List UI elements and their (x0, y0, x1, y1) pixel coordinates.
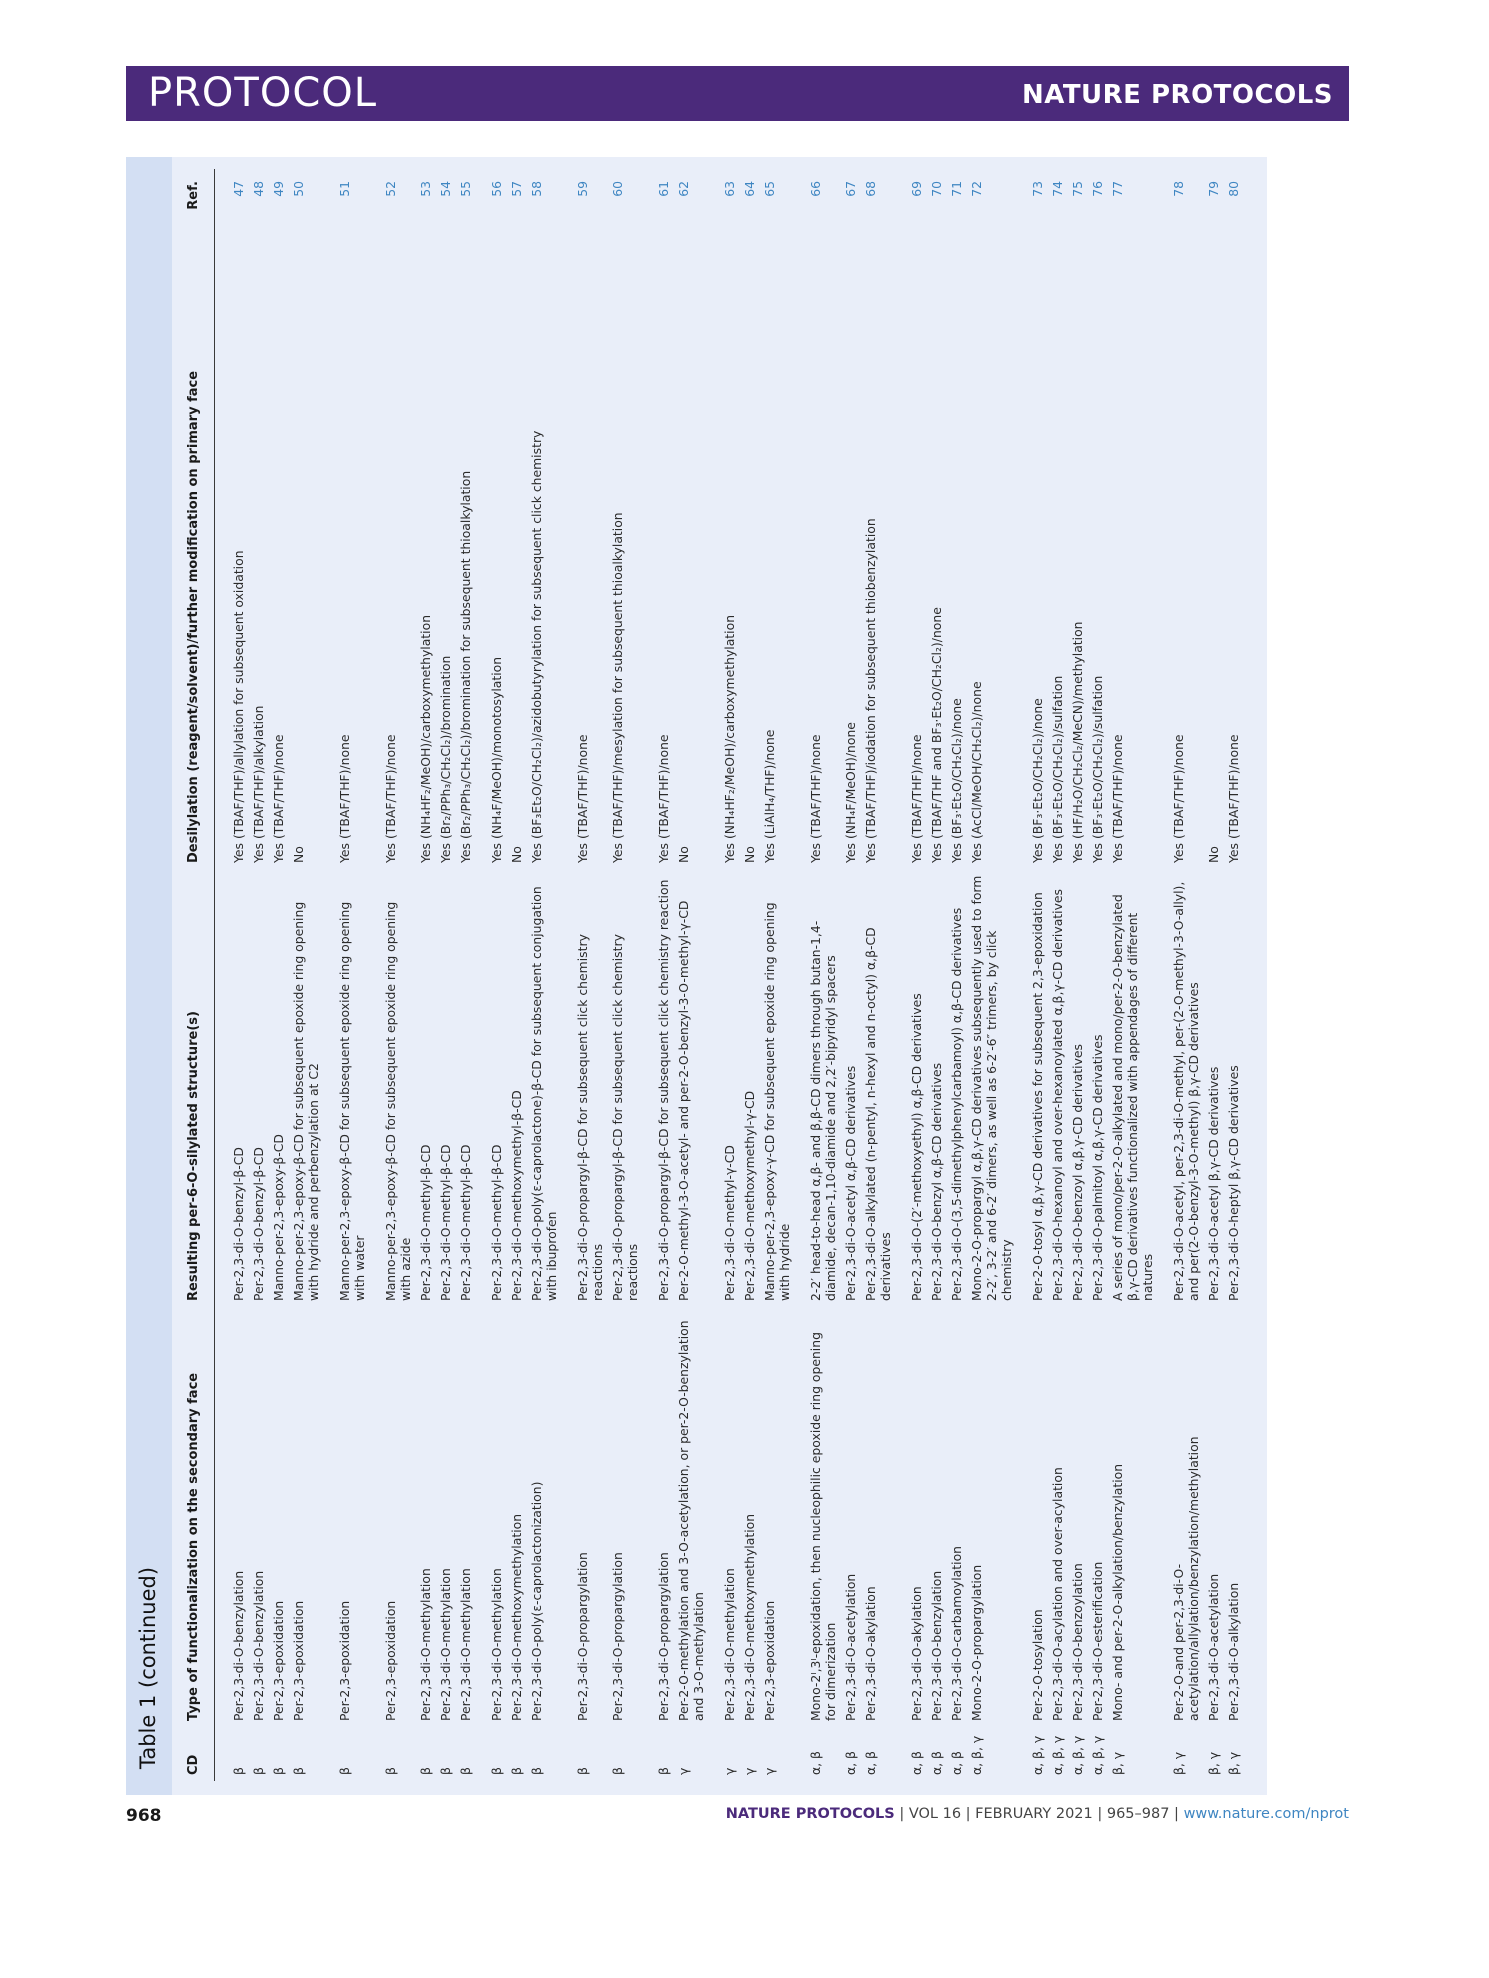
cell-cd: β (575, 1767, 590, 1775)
table-row (416, 169, 436, 1781)
col-header-functionalization: Type of functionalization on the secondary face (176, 1307, 215, 1727)
cell-desilylation: Yes (BF₃·Et₂O/CH₂Cl₂)/none (949, 698, 964, 863)
table-row (709, 169, 740, 1781)
cell-cd: β, γ (1110, 1751, 1125, 1775)
table-row (643, 169, 674, 1781)
cell-desilylation: Yes (TBAF/THF)/mesylation for subsequent thioalkylation (610, 512, 625, 863)
cell-functionalization: Per-2,3-epoxidation (291, 1600, 306, 1721)
cell-ref: 67 (843, 181, 858, 197)
cell-ref: 56 (489, 181, 504, 197)
cell-ref: 68 (863, 181, 878, 197)
table-row (1108, 169, 1158, 1781)
footer-citation (726, 1806, 1349, 1822)
cell-desilylation: Yes (BF₃·Et₂O/CH₂Cl₂)/none (1030, 698, 1045, 863)
section-label: PROTOCOL (148, 70, 378, 116)
cell-functionalization: Per-2,3-epoxidation (383, 1600, 398, 1721)
cell-cd: β, γ (1226, 1751, 1241, 1775)
cell-structure: Per-2,3-di-O-(3,5-dimethylphenylcarbamoyl) α,β-CD derivatives (949, 907, 964, 1301)
cell-cd: α, β (929, 1751, 944, 1775)
cell-functionalization: Per-2,3-di-O-esterification (1090, 1561, 1105, 1721)
cell-ref: 69 (909, 181, 924, 197)
cell-cd: α, β (949, 1751, 964, 1775)
table-row (1017, 169, 1048, 1781)
cell-desilylation: Yes (NH₄HF₂/MeOH)/carboxymethylation (722, 614, 737, 863)
cell-functionalization: Per-2,3-di-O-propargylation (575, 1552, 590, 1721)
table-row (1204, 169, 1224, 1781)
table-row (760, 169, 795, 1781)
cell-ref: 74 (1050, 181, 1065, 197)
cell-structure: A series of mono/per-2-O-alkylated and mono/per-2-O-benzylated β,γ-CD derivatives functionalized with appendages of different natures (1110, 894, 1155, 1301)
cell-cd: γ (722, 1767, 737, 1775)
cell-desilylation: Yes (Br₂/PPh₃/CH₂Cl₂)/bromination (438, 655, 453, 863)
cell-structure: Per-2,3-di-O-methyl-β-CD (489, 1144, 504, 1301)
cell-ref: 49 (271, 181, 286, 197)
cell-ref: 62 (676, 181, 691, 197)
cell-ref: 58 (529, 181, 544, 197)
cell-structure: Per-2,3-di-O-palmitoyl α,β,γ-CD derivatives (1090, 1034, 1105, 1301)
table-caption: Table 1 (continued) (136, 1566, 160, 1769)
table-row (861, 169, 896, 1781)
cell-ref: 54 (438, 181, 453, 197)
cell-desilylation: Yes (NH₄F/MeOH)/none (843, 722, 858, 863)
cell-ref: 77 (1110, 181, 1125, 197)
cell-structure: Per-2,3-di-O-methoxymethyl-β-CD (509, 1090, 524, 1301)
cell-desilylation: Yes (TBAF/THF)/alkylation (251, 705, 266, 863)
table-panel (126, 157, 1267, 1795)
cell-desilylation: Yes (TBAF/THF)/none (1171, 734, 1186, 863)
cell-ref: 61 (656, 181, 671, 197)
cell-functionalization: Per-2,3-di-O-akylation (863, 1586, 878, 1721)
cell-functionalization: Per-2,3-di-O-benzoylation (1070, 1563, 1085, 1721)
header-banner (126, 66, 1349, 121)
cell-desilylation: No (676, 846, 691, 863)
cell-ref: 47 (231, 181, 246, 197)
col-header-structure: Resulting per-6-O-silylated structure(s) (176, 869, 215, 1307)
cell-functionalization: Per-2,3-di-O-methoxymethylation (742, 1513, 757, 1721)
col-header-ref: Ref. (176, 169, 215, 229)
cell-functionalization: Per-2,3-di-O-methylation (418, 1568, 433, 1721)
cell-functionalization: Per-2,3-di-O-acetylation (843, 1573, 858, 1721)
rotated-table-container (126, 157, 1267, 1795)
cell-functionalization: Per-2,3-di-O-propargylation (656, 1552, 671, 1721)
caption-bar (126, 157, 172, 1795)
cell-desilylation: Yes (TBAF/THF and BF₃·Et₂O/CH₂Cl₂)/none (929, 607, 944, 863)
cell-functionalization: Per-2-O-and per-2,3-di-O-acetylation/allylation/benzylation/methylation (1171, 1436, 1201, 1721)
table-row (927, 169, 947, 1781)
cell-structure: Mono-2-O-propargyl α,β,γ-CD derivatives subsequently used to form 2-2′, 3-2′ and 6-2′ dimers, as well as 6-2′-6″ trimers, by click chemistry (969, 875, 1014, 1301)
cell-functionalization: Per-2,3-di-O-acetylation (1206, 1573, 1221, 1721)
cell-functionalization: Per-2,3-di-O-benzylation (929, 1570, 944, 1721)
table-row (527, 169, 562, 1781)
cell-ref: 76 (1090, 181, 1105, 197)
cell-structure: Per-2-O-methyl-3-O-acetyl- and per-2-O-benzyl-3-O-methyl-γ-CD (676, 900, 691, 1301)
cell-cd: β (438, 1767, 453, 1775)
cell-structure: 2-2′ head-to-head α,β- and β,β-CD dimers through butan-1,4-diamide, decan-1,10-diamide and 2,2′-bipyridyl spacers (808, 920, 838, 1301)
cell-cd: γ (742, 1767, 757, 1775)
cell-ref: 65 (762, 181, 777, 197)
cell-structure: Per-2,3-di-O-benzyl-β-CD (251, 1147, 266, 1301)
table-row (1088, 169, 1108, 1781)
table-row (456, 169, 476, 1781)
cell-cd: β (489, 1767, 504, 1775)
cell-structure: Per-2,3-di-O-acetyl α,β-CD derivatives (843, 1065, 858, 1301)
cell-functionalization: Per-2,3-di-O-methylation (722, 1568, 737, 1721)
cell-functionalization: Per-2,3-di-O-carbamoylation (949, 1545, 964, 1721)
col-header-desilylation: Desilylation (reagent/solvent)/further modification on primary face (176, 229, 215, 869)
cell-desilylation: Yes (TBAF/THF)/none (656, 734, 671, 863)
cell-ref: 71 (949, 181, 964, 197)
cell-structure: Per-2,3-di-O-(2′-methoxyethyl) α,β-CD derivatives (909, 993, 924, 1301)
table-row (215, 169, 250, 1781)
cell-functionalization: Per-2,3-epoxidation (762, 1600, 777, 1721)
cell-functionalization: Per-2,3-epoxidation (271, 1600, 286, 1721)
cell-functionalization: Mono-2-O-propargylation (969, 1564, 984, 1721)
cell-desilylation: Yes (TBAF/THF)/none (575, 734, 590, 863)
cell-desilylation: Yes (AcCl/MeOH/CH₂Cl₂)/none (969, 681, 984, 863)
cell-ref: 55 (458, 181, 473, 197)
cell-structure: Manno-per-2,3-epoxy-β-CD (271, 1134, 286, 1301)
table-row (1048, 169, 1068, 1781)
cell-desilylation: Yes (HF/H₂O/CH₂Cl₂/MeCN)/methylation (1070, 621, 1085, 863)
cell-cd: β (529, 1767, 544, 1775)
cell-structure: Per-2,3-di-O-poly(ε-caprolactone)-β-CD for subsequent conjugation with ibuprofen (529, 886, 559, 1301)
table-row (269, 169, 289, 1781)
table-header-row (176, 169, 215, 1781)
cell-structure: Per-2-O-tosyl α,β,γ-CD derivatives for subsequent 2,3-epoxidation (1030, 892, 1045, 1301)
data-table (176, 169, 1244, 1781)
cell-desilylation: Yes (NH₄F/MeOH)/monotosylation (489, 656, 504, 863)
table-row (289, 169, 324, 1781)
cell-functionalization: Per-2,3-di-O-methylation (438, 1568, 453, 1721)
cell-structure: Per-2,3-di-O-alkylated (n-pentyl, n-hexyl and n-octyl) α,β-CD derivatives (863, 927, 893, 1301)
table-row (507, 169, 527, 1781)
cell-desilylation: Yes (BF₃·Et₂O/CH₂Cl₂)/sulfation (1050, 675, 1065, 863)
cell-functionalization: Mono- and per-2-O-alkylation/benzylation (1110, 1463, 1125, 1721)
cell-structure: Per-2,3-di-O-methyl-β-CD (418, 1144, 433, 1301)
cell-structure: Per-2,3-di-O-heptyl β,γ-CD derivatives (1226, 1065, 1241, 1301)
cell-cd: β (337, 1767, 352, 1775)
cell-cd: β, γ (1206, 1751, 1221, 1775)
cell-cd: α, β (843, 1751, 858, 1775)
cell-ref: 53 (418, 181, 433, 197)
cell-ref: 52 (383, 181, 398, 197)
cell-desilylation: Yes (TBAF/THF)/none (337, 734, 352, 863)
cell-ref: 48 (251, 181, 266, 197)
cell-structure: Per-2,3-di-O-methoxymethyl-γ-CD (742, 1090, 757, 1301)
table-row (967, 169, 1017, 1781)
cell-structure: Per-2,3-di-O-acetyl, per-2,3-di-O-methyl, per-(2-O-methyl-3-O-allyl), and per(2-O-benzyl-3-O-methyl) β,γ-CD derivatives (1171, 881, 1201, 1301)
cell-functionalization: Per-2,3-di-O-benzylation (251, 1570, 266, 1721)
cell-ref: 66 (808, 181, 823, 197)
cell-structure: Per-2,3-di-O-methyl-β-CD (458, 1144, 473, 1301)
cell-functionalization: Mono-2ᴵ,3ᴵ-epoxidation, then nucleophilic epoxide ring opening for dimerization (808, 1332, 838, 1721)
cell-ref: 70 (929, 181, 944, 197)
table-row (740, 169, 760, 1781)
table-row (562, 169, 608, 1781)
cell-desilylation: Yes (TBAF/THF)/none (1110, 734, 1125, 863)
cell-functionalization: Per-2-O-methylation and 3-O-acetylation, or per-2-O-benzylation and 3-O-methylation (676, 1320, 706, 1721)
cell-ref: 80 (1226, 181, 1241, 197)
cell-cd: β (291, 1767, 306, 1775)
cell-ref: 72 (969, 181, 984, 197)
cell-desilylation: Yes (TBAF/THF)/none (1226, 734, 1241, 863)
cell-desilylation: No (291, 846, 306, 863)
cell-structure: Per-2,3-di-O-propargyl-β-CD for subsequent click chemistry reactions (575, 934, 605, 1301)
cell-functionalization: Per-2,3-di-O-alkylation (1226, 1582, 1241, 1721)
cell-cd: γ (762, 1767, 777, 1775)
cell-cd: β (509, 1767, 524, 1775)
cell-cd: α, β (808, 1751, 823, 1775)
cell-cd: β (231, 1767, 246, 1775)
table-row (324, 169, 370, 1781)
table-row (896, 169, 927, 1781)
table-row (674, 169, 709, 1781)
cell-ref: 79 (1206, 181, 1221, 197)
cell-cd: α, β (909, 1751, 924, 1775)
cell-ref: 64 (742, 181, 757, 197)
cell-cd: α, β, γ (1070, 1735, 1085, 1775)
footer-journal: NATURE PROTOCOLS (725, 1806, 895, 1822)
cell-cd: α, β, γ (969, 1735, 984, 1775)
cell-structure: Manno-per-2,3-epoxy-β-CD for subsequent epoxide ring opening with water (337, 901, 367, 1301)
cell-cd: β, γ (1171, 1751, 1186, 1775)
cell-functionalization: Per-2,3-di-O-propargylation (610, 1552, 625, 1721)
cell-cd: β (656, 1767, 671, 1775)
table-row (947, 169, 967, 1781)
page-number: 968 (126, 1806, 162, 1826)
cell-desilylation: No (742, 846, 757, 863)
cell-ref: 59 (575, 181, 590, 197)
cell-functionalization: Per-2,3-epoxidation (337, 1600, 352, 1721)
cell-desilylation: Yes (TBAF/THF)/none (271, 734, 286, 863)
cell-ref: 50 (291, 181, 306, 197)
cell-cd: β (383, 1767, 398, 1775)
cell-structure: Manno-per-2,3-epoxy-β-CD for subsequent epoxide ring opening with hydride and perbenzylation at C2 (291, 901, 321, 1301)
table-row (608, 169, 643, 1781)
cell-functionalization: Per-2,3-di-O-methylation (489, 1568, 504, 1721)
cell-structure: Per-2,3-di-O-acetyl β,γ-CD derivatives (1206, 1066, 1221, 1301)
cell-desilylation: Yes (Br₂/PPh₃/CH₂Cl₂)/bromination for subsequent thioalkylation (458, 470, 473, 863)
cell-ref: 73 (1030, 181, 1045, 197)
cell-desilylation: Yes (NH₄HF₂/MeOH)/carboxymethylation (418, 614, 433, 863)
table-row (795, 169, 841, 1781)
cell-ref: 60 (610, 181, 625, 197)
cell-cd: β (610, 1767, 625, 1775)
cell-cd: α, β (863, 1751, 878, 1775)
cell-ref: 63 (722, 181, 737, 197)
table-row (249, 169, 269, 1781)
cell-functionalization: Per-2,3-di-O-methylation (458, 1568, 473, 1721)
cell-ref: 51 (337, 181, 352, 197)
cell-desilylation: Yes (LiAlH₄/THF)/none (762, 729, 777, 863)
cell-structure: Per-2,3-di-O-propargyl-β-CD for subsequent click chemistry reactions (610, 934, 640, 1301)
cell-cd: β (271, 1767, 286, 1775)
cell-structure: Manno-per-2,3-epoxy-β-CD for subsequent epoxide ring opening with azide (383, 901, 413, 1301)
footer-url[interactable]: www.nature.com/nprot (1183, 1806, 1349, 1822)
cell-desilylation: No (1206, 846, 1221, 863)
table-row (1068, 169, 1088, 1781)
table-row (436, 169, 456, 1781)
cell-ref: 78 (1171, 181, 1186, 197)
journal-name: NATURE PROTOCOLS (1021, 80, 1333, 110)
cell-ref: 75 (1070, 181, 1085, 197)
cell-structure: Per-2,3-di-O-methyl-γ-CD (722, 1145, 737, 1301)
cell-desilylation: Yes (TBAF/THF)/iodation for subsequent thiobenzylation (863, 518, 878, 863)
cell-cd: γ (676, 1767, 691, 1775)
table-row (370, 169, 416, 1781)
cell-functionalization: Per-2,3-di-O-benzylation (231, 1570, 246, 1721)
cell-cd: α, β, γ (1090, 1735, 1105, 1775)
cell-desilylation: Yes (BF₃Et₂O/CH₂Cl₂)/azidobutyrylation for subsequent click chemistry (529, 430, 544, 863)
cell-desilylation: Yes (TBAF/THF)/none (383, 734, 398, 863)
cell-structure: Per-2,3-di-O-benzyl-β-CD (231, 1147, 246, 1301)
cell-structure: Per-2,3-di-O-benzyl α,β-CD derivatives (929, 1062, 944, 1301)
footer-issue: | VOL 16 | FEBRUARY 2021 | 965–987 | (894, 1806, 1184, 1822)
table-row (841, 169, 861, 1781)
cell-cd: α, β, γ (1050, 1735, 1065, 1775)
cell-functionalization: Per-2,3-di-O-acylation and over-acylation (1050, 1467, 1065, 1721)
cell-cd: β (251, 1767, 266, 1775)
cell-functionalization: Per-2,3-di-O-methoxymethylation (509, 1513, 524, 1721)
cell-desilylation: Yes (TBAF/THF)/allylation for subsequent oxidation (231, 550, 246, 863)
col-header-cd: CD (176, 1727, 215, 1781)
table-row (1158, 169, 1204, 1781)
cell-desilylation: Yes (BF₃·Et₂O/CH₂Cl₂)/sulfation (1090, 675, 1105, 863)
cell-structure: Per-2,3-di-O-methyl-β-CD (438, 1144, 453, 1301)
cell-structure: Per-2,3-di-O-hexanoyl and over-hexanoylated α,β,γ-CD derivatives (1050, 888, 1065, 1301)
cell-cd: α, β, γ (1030, 1735, 1045, 1775)
cell-structure: Per-2,3-di-O-propargyl-β-CD for subsequent click chemistry reaction (656, 879, 671, 1301)
cell-functionalization: Per-2,3-di-O-akylation (909, 1586, 924, 1721)
cell-functionalization: Per-2-O-tosylation (1030, 1609, 1045, 1721)
cell-desilylation: No (509, 846, 524, 863)
cell-cd: β (458, 1767, 473, 1775)
cell-desilylation: Yes (TBAF/THF)/none (808, 734, 823, 863)
cell-functionalization: Per-2,3-di-O-poly(ε-caprolactonization) (529, 1481, 544, 1721)
cell-desilylation: Yes (TBAF/THF)/none (909, 734, 924, 863)
table-row (1224, 169, 1244, 1781)
cell-ref: 57 (509, 181, 524, 197)
table-row (476, 169, 507, 1781)
cell-structure: Manno-per-2,3-epoxy-γ-CD for subsequent epoxide ring opening with hydride (762, 902, 792, 1301)
cell-structure: Per-2,3-di-O-benzoyl α,β,γ-CD derivatives (1070, 1044, 1085, 1301)
cell-cd: β (418, 1767, 433, 1775)
table-body (215, 169, 1245, 1781)
